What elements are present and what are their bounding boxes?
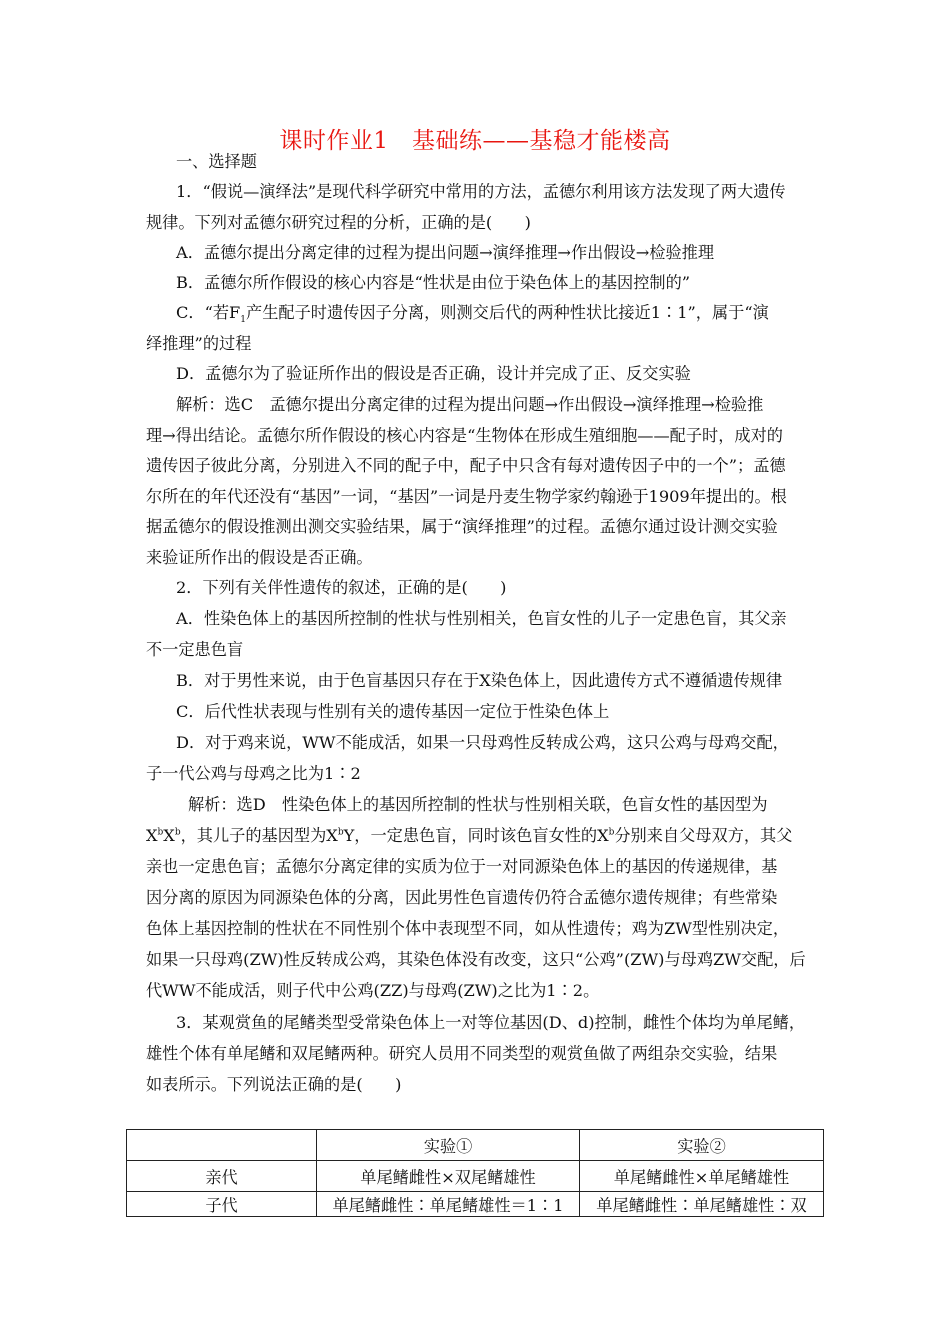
q2-option-b: B．对于男性来说，由于色盲基因只存在于X染色体上，因此遗传方式不遵循遗传规律 (176, 671, 783, 690)
q2-analysis-line-3: 亲也一定患色盲；孟德尔分离定律的实质为位于一对同源染色体上的基因的传递规律，基 (146, 857, 778, 876)
q1-analysis-line-2: 理→得出结论。孟德尔所作假设的核心内容是“生物体在形成生殖细胞——配子时，成对的 (146, 426, 783, 445)
q2-stem: 2．下列有关伴性遗传的叙述，正确的是( ) (176, 578, 507, 597)
analysis-text: 分别来自父母双方，其父 (614, 826, 793, 845)
q1-analysis-line-1: 解析：选C 孟德尔提出分离定律的过程为提出问题→作出假设→演绎推理→检验推 (176, 395, 764, 414)
q2-analysis-line-5: 色体上基因控制的性状在不同性别个体中表现型不同，如从性遗传；鸡为ZW型性别决定， (146, 919, 790, 938)
q2-option-c: C．后代性状表现与性别有关的遗传基因一定位于性染色体上 (176, 702, 610, 721)
table-cell: 单尾鳍雌性∶单尾鳍雄性∶双 (580, 1192, 824, 1217)
gene-x: X (163, 826, 175, 845)
page-title: 课时作业1 基础练——基稳才能楼高 (279, 128, 671, 154)
analysis-text: ，其儿子的基因型为X (180, 826, 338, 845)
q2-analysis-line-7: 代WW不能成活，则子代中公鸡(ZZ)与母鸡(ZW)之比为1∶2。 (146, 981, 600, 1000)
table-row (127, 1192, 824, 1217)
table-cell: 单尾鳍雌性×单尾鳍雄性 (580, 1161, 824, 1192)
q1-analysis-line-3: 遗传因子彼此分离，分别进入不同的配子中，配子中只含有每对遗传因子中的一个”；孟德 (146, 456, 786, 475)
q3-stem-line-2: 雄性个体有单尾鳍和双尾鳍两种。研究人员用不同类型的观赏鱼做了两组杂交实验，结果 (146, 1044, 778, 1063)
analysis-text: Y，一定患色盲，同时该色盲女性的X (343, 826, 609, 845)
q3-stem-line-1: 3．某观赏鱼的尾鳍类型受常染色体上一对等位基因(D、d)控制，雌性个体均为单尾鳍， (176, 1013, 806, 1032)
q2-option-d-line-1: D．对于鸡来说，WW不能成活，如果一只母鸡性反转成公鸡，这只公鸡与母鸡交配， (176, 733, 789, 752)
experiment-table (126, 1129, 824, 1217)
q1-option-c-sub: 1 (240, 315, 247, 326)
table-header-cell (127, 1130, 317, 1161)
q2-analysis-line-1: 解析：选D 性染色体上的基因所控制的性状与性别相关联，色盲女性的基因型为 (188, 795, 768, 814)
q1-analysis-line-4: 尔所在的年代还没有“基因”一词，“基因”一词是丹麦生物学家约翰逊于1909年提出的。根 (146, 487, 787, 506)
q1-option-c-post: 产生配子时遗传因子分离，则测交后代的两种性状比接近1∶1”，属于“演 (246, 303, 769, 322)
q2-option-d-line-2: 子一代公鸡与母鸡之比为1∶2 (146, 764, 361, 783)
q1-analysis-line-6: 来验证所作出的假设是否正确。 (146, 548, 373, 567)
allele-sup: b (174, 827, 181, 838)
table-cell: 亲代 (127, 1161, 317, 1192)
q2-option-a-line-1: A．性染色体上的基因所控制的性状与性别相关，色盲女性的儿子一定患色盲，其父亲 (176, 609, 787, 628)
q2-option-a-line-2: 不一定患色盲 (146, 640, 244, 659)
q2-analysis-line-4: 因分离的原因为同源染色体的分离，因此男性色盲遗传仍符合孟德尔遗传规律；有些常染 (146, 888, 778, 907)
q1-option-c-pre: C．“若F (176, 303, 241, 322)
q3-stem-line-3: 如表所示。下列说法正确的是( ) (146, 1075, 402, 1094)
table-header-row (127, 1130, 824, 1161)
table-cell: 子代 (127, 1192, 317, 1217)
allele-sup: b (608, 827, 615, 838)
q2-analysis-line-6: 如果一只母鸡(ZW)性反转成公鸡，其染色体没有改变，这只“公鸡”(ZW)与母鸡ZW交配，后 (146, 950, 806, 969)
q1-stem-line-1: 1．“假说—演绎法”是现代科学研究中常用的方法，孟德尔利用该方法发现了两大遗传 (176, 182, 786, 201)
q1-option-a: A．孟德尔提出分离定律的过程为提出问题→演绎推理→作出假设→检验推理 (176, 243, 715, 262)
section-heading: 一、选择题 (176, 152, 257, 171)
gene-x: X (146, 826, 158, 845)
table-row (127, 1161, 824, 1192)
q1-stem-line-2: 规律。下列对孟德尔研究过程的分析，正确的是( ) (146, 213, 531, 232)
allele-sup: b (337, 827, 344, 838)
q2-analysis-line-2 (146, 826, 792, 846)
table-header-cell: 实验① (317, 1130, 580, 1161)
q1-option-b: B．孟德尔所作假设的核心内容是“性状是由位于染色体上的基因控制的” (176, 273, 691, 292)
allele-sup: b (157, 827, 164, 838)
q1-option-c-line-1 (176, 303, 769, 326)
table-cell: 单尾鳍雌性∶单尾鳍雄性＝1∶1 (317, 1192, 580, 1217)
table-header-cell: 实验② (580, 1130, 824, 1161)
q1-option-c-line-2: 绎推理”的过程 (146, 334, 252, 353)
table-cell: 单尾鳍雌性×双尾鳍雄性 (317, 1161, 580, 1192)
q1-analysis-line-5: 据孟德尔的假设推测出测交实验结果，属于“演绎推理”的过程。孟德尔通过设计测交实验 (146, 517, 778, 536)
q1-option-d: D．孟德尔为了验证所作出的假设是否正确，设计并完成了正、反交实验 (176, 364, 691, 383)
